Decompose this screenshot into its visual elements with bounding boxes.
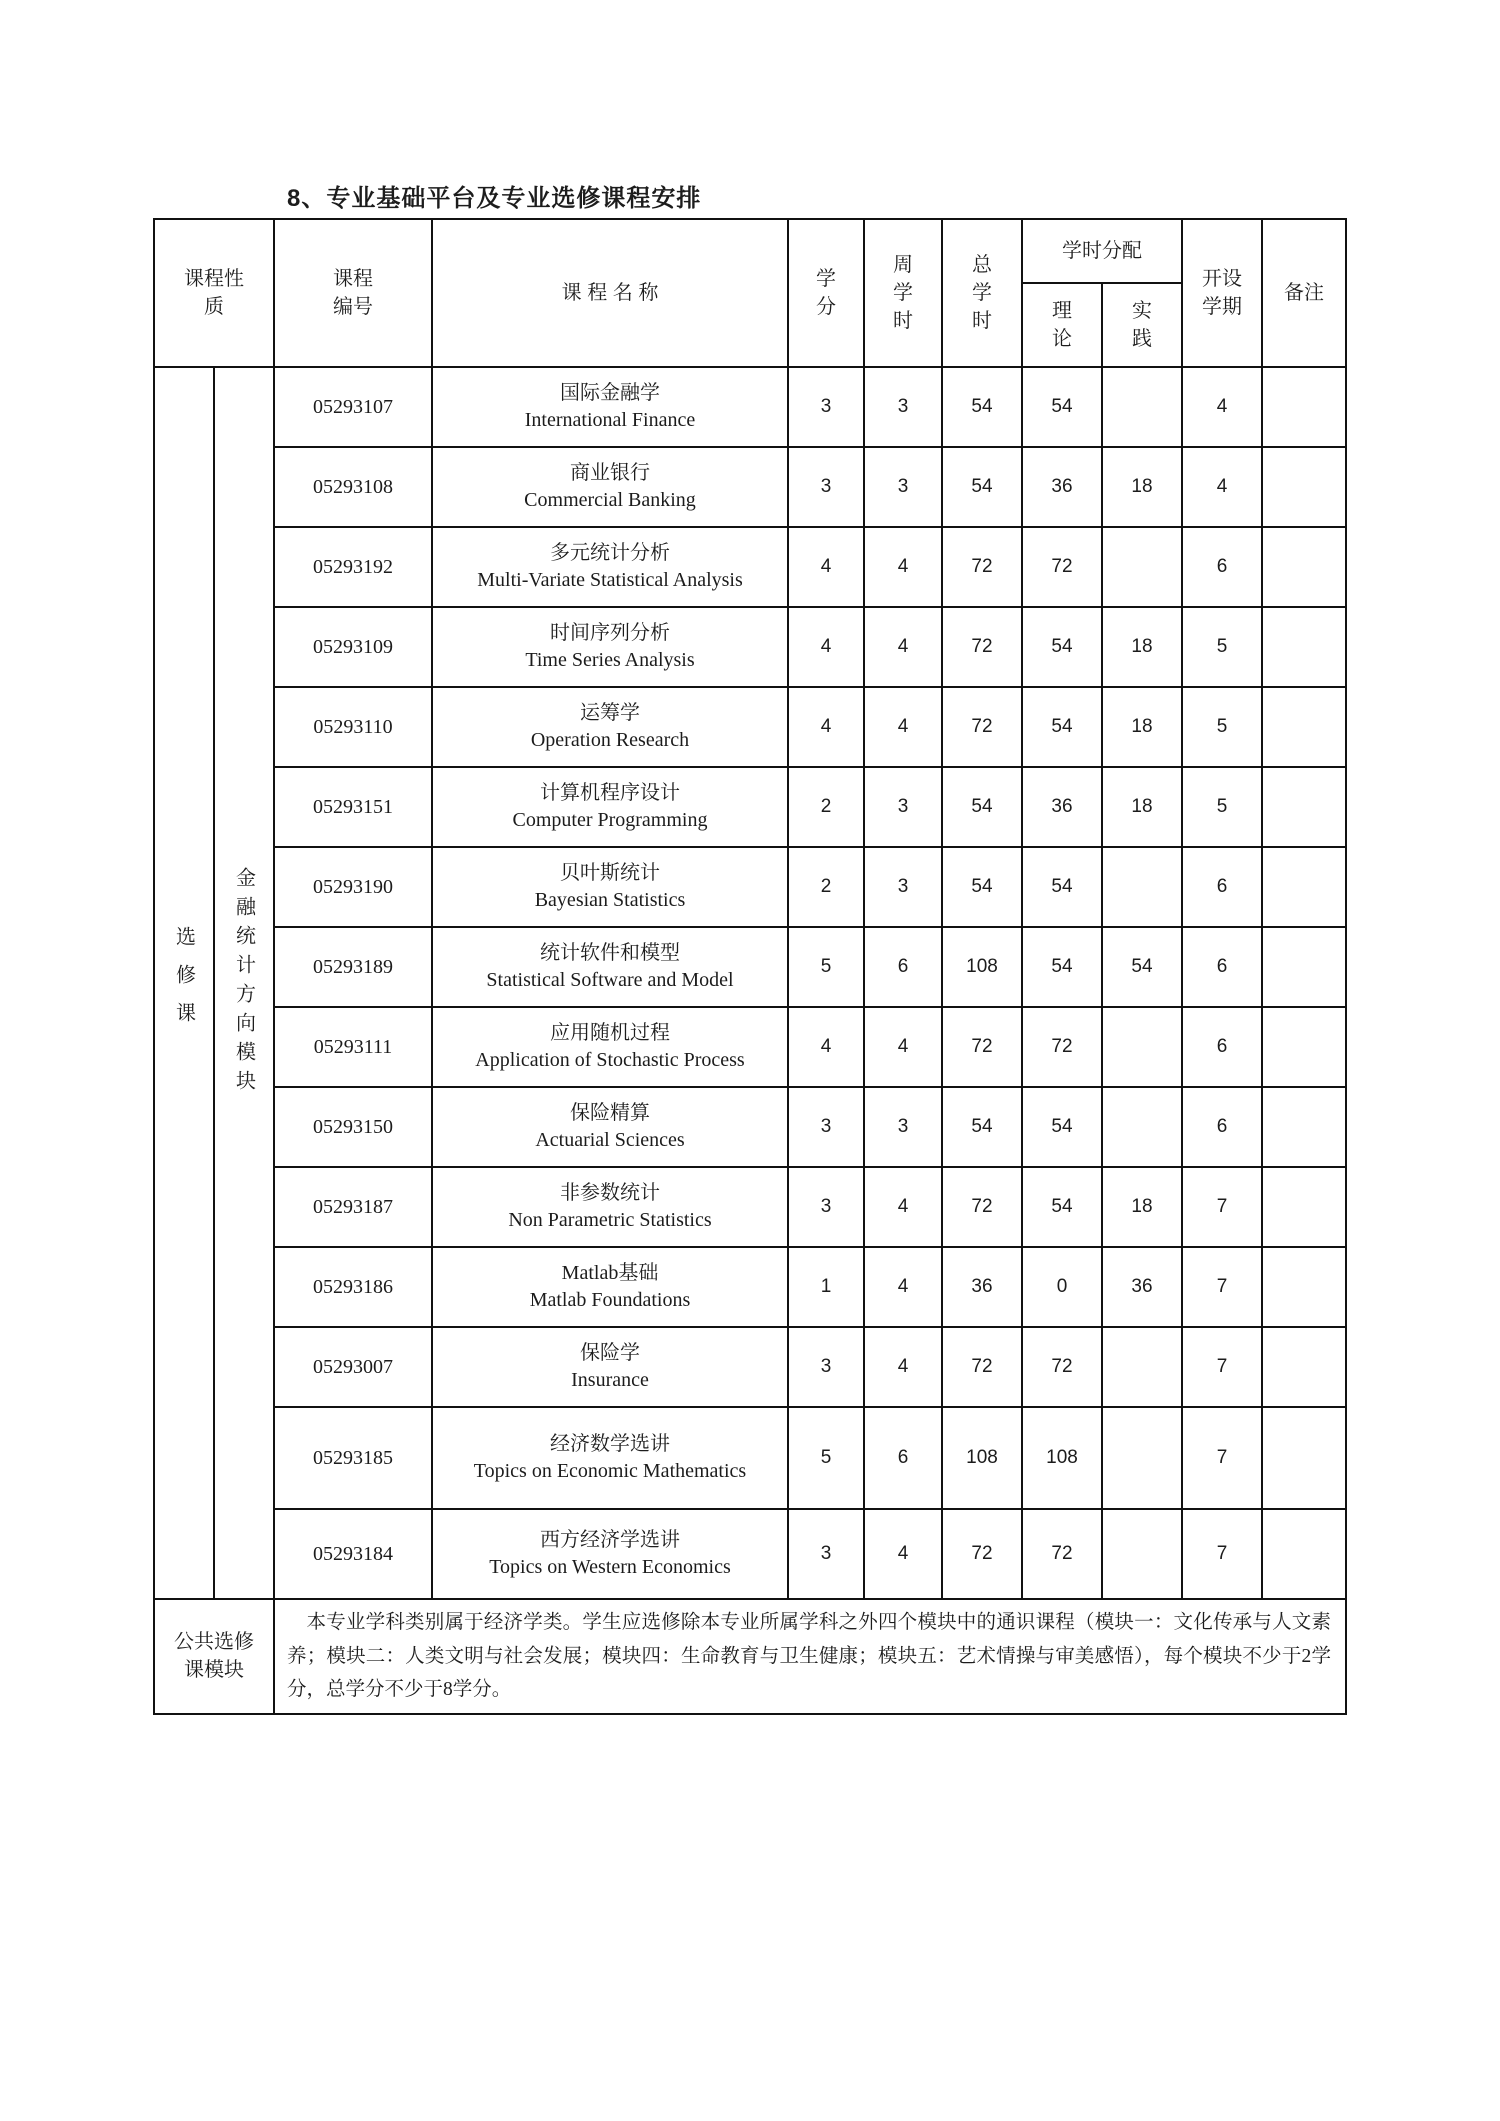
course-name-en: International Finance — [524, 409, 696, 431]
course-code-cell: 05293109 — [274, 607, 432, 687]
course-practice-hours-cell — [1102, 1509, 1182, 1599]
course-name-cell — [432, 1167, 788, 1247]
header-course-name-label: 课 程 名 称 — [561, 281, 659, 304]
course-total-hours-cell: 72 — [942, 527, 1022, 607]
course-code-cell: 05293189 — [274, 927, 432, 1007]
course-row — [154, 1247, 1346, 1327]
course-row — [154, 367, 1346, 447]
course-code-cell: 05293150 — [274, 1087, 432, 1167]
course-name-zh: 保险精算 — [570, 1102, 650, 1124]
course-name-zh: 贝叶斯统计 — [560, 862, 660, 884]
course-semester-cell: 4 — [1182, 447, 1262, 527]
course-semester-cell: 5 — [1182, 607, 1262, 687]
course-total-hours-cell: 54 — [942, 367, 1022, 447]
course-name-cell — [432, 1007, 788, 1087]
course-total-hours-cell: 54 — [942, 767, 1022, 847]
header-total-hours — [942, 219, 1022, 367]
course-semester-cell: 6 — [1182, 1087, 1262, 1167]
course-theory-hours-cell: 54 — [1022, 1087, 1102, 1167]
course-weekly-hours-cell: 3 — [864, 767, 942, 847]
course-weekly-hours-cell: 3 — [864, 847, 942, 927]
course-practice-hours-cell — [1102, 1407, 1182, 1509]
course-row — [154, 1327, 1346, 1407]
course-theory-hours-cell: 72 — [1022, 1327, 1102, 1407]
header-remarks — [1262, 219, 1346, 367]
course-semester-cell: 7 — [1182, 1327, 1262, 1407]
course-row — [154, 847, 1346, 927]
course-code-cell: 05293007 — [274, 1327, 432, 1407]
course-name-en: Topics on Economic Mathematics — [473, 1460, 747, 1482]
course-name-cell — [432, 527, 788, 607]
course-practice-hours-cell — [1102, 847, 1182, 927]
header-total-hours-label: 总学时 — [972, 254, 992, 332]
course-theory-hours-cell: 54 — [1022, 927, 1102, 1007]
course-name-zh: 多元统计分析 — [550, 542, 670, 564]
course-credits-cell: 5 — [788, 1407, 864, 1509]
course-weekly-hours-cell: 4 — [864, 1167, 942, 1247]
course-semester-cell: 7 — [1182, 1407, 1262, 1509]
course-row — [154, 1167, 1346, 1247]
table-header — [154, 219, 1346, 367]
course-total-hours-cell: 72 — [942, 1007, 1022, 1087]
course-row — [154, 527, 1346, 607]
course-theory-hours-cell: 72 — [1022, 527, 1102, 607]
course-weekly-hours-cell: 3 — [864, 447, 942, 527]
header-course-nature — [154, 219, 274, 367]
course-name-en: Time Series Analysis — [525, 649, 695, 671]
course-name-cell — [432, 1247, 788, 1327]
header-theory — [1022, 283, 1102, 367]
public-elective-row — [154, 1599, 1346, 1714]
course-code-cell: 05293108 — [274, 447, 432, 527]
course-practice-hours-cell — [1102, 1327, 1182, 1407]
course-row — [154, 1087, 1346, 1167]
course-credits-cell: 4 — [788, 687, 864, 767]
course-semester-cell: 6 — [1182, 847, 1262, 927]
course-weekly-hours-cell: 4 — [864, 1247, 942, 1327]
course-total-hours-cell: 54 — [942, 447, 1022, 527]
course-remarks-cell — [1262, 767, 1346, 847]
course-weekly-hours-cell: 4 — [864, 607, 942, 687]
course-remarks-cell — [1262, 1509, 1346, 1599]
header-practice-label: 实践 — [1132, 300, 1152, 350]
course-theory-hours-cell: 72 — [1022, 1007, 1102, 1087]
course-remarks-cell — [1262, 1327, 1346, 1407]
course-credits-cell: 4 — [788, 607, 864, 687]
course-practice-hours-cell: 18 — [1102, 1167, 1182, 1247]
course-row — [154, 927, 1346, 1007]
course-name-en: Application of Stochastic Process — [475, 1049, 745, 1071]
course-name-en: Statistical Software and Model — [486, 969, 734, 991]
course-name-zh: 保险学 — [580, 1342, 640, 1364]
course-total-hours-cell: 108 — [942, 1407, 1022, 1509]
course-credits-cell: 3 — [788, 1327, 864, 1407]
header-credits-label: 学分 — [816, 268, 836, 318]
course-name-zh: 统计软件和模型 — [540, 942, 680, 964]
header-semester — [1182, 219, 1262, 367]
course-total-hours-cell: 36 — [942, 1247, 1022, 1327]
course-remarks-cell — [1262, 1087, 1346, 1167]
course-practice-hours-cell — [1102, 527, 1182, 607]
course-row — [154, 1407, 1346, 1509]
course-semester-cell: 4 — [1182, 367, 1262, 447]
course-theory-hours-cell: 36 — [1022, 767, 1102, 847]
course-total-hours-cell: 72 — [942, 687, 1022, 767]
course-remarks-cell — [1262, 687, 1346, 767]
course-weekly-hours-cell: 4 — [864, 1007, 942, 1087]
course-name-en: Actuarial Sciences — [535, 1129, 685, 1151]
course-name-zh: 商业银行 — [570, 462, 650, 484]
course-remarks-cell — [1262, 527, 1346, 607]
public-elective-label — [154, 1599, 274, 1714]
course-remarks-cell — [1262, 847, 1346, 927]
header-course-name — [432, 219, 788, 367]
course-name-zh: 运筹学 — [580, 702, 640, 724]
course-row — [154, 447, 1346, 527]
course-weekly-hours-cell: 6 — [864, 927, 942, 1007]
course-remarks-cell — [1262, 447, 1346, 527]
header-remarks-label: 备注 — [1284, 281, 1324, 304]
course-credits-cell: 2 — [788, 767, 864, 847]
course-name-en: Insurance — [571, 1369, 649, 1391]
course-semester-cell: 5 — [1182, 687, 1262, 767]
course-semester-cell: 6 — [1182, 527, 1262, 607]
course-semester-cell: 6 — [1182, 927, 1262, 1007]
course-weekly-hours-cell: 4 — [864, 1327, 942, 1407]
header-course-nature-label: 课程性质 — [184, 268, 244, 318]
course-name-en: Bayesian Statistics — [534, 889, 686, 911]
course-code-cell: 05293187 — [274, 1167, 432, 1247]
course-code-cell: 05293110 — [274, 687, 432, 767]
course-theory-hours-cell: 72 — [1022, 1509, 1102, 1599]
table-body — [154, 367, 1346, 1599]
course-name-cell — [432, 847, 788, 927]
course-name-en: Commercial Banking — [524, 489, 696, 511]
header-hour-allocation — [1022, 219, 1182, 283]
course-practice-hours-cell: 36 — [1102, 1247, 1182, 1327]
course-name-cell — [432, 607, 788, 687]
course-practice-hours-cell: 18 — [1102, 767, 1182, 847]
course-practice-hours-cell — [1102, 1087, 1182, 1167]
course-theory-hours-cell: 108 — [1022, 1407, 1102, 1509]
course-code-cell: 05293111 — [274, 1007, 432, 1087]
course-theory-hours-cell: 54 — [1022, 607, 1102, 687]
page-title: 8、专业基础平台及专业选修课程安排 — [287, 185, 702, 212]
course-name-en: Topics on Western Economics — [489, 1556, 731, 1578]
course-name-cell — [432, 927, 788, 1007]
header-weekly-hours — [864, 219, 942, 367]
course-code-cell: 05293186 — [274, 1247, 432, 1327]
course-name-zh: 应用随机过程 — [550, 1022, 670, 1044]
course-credits-cell: 3 — [788, 1509, 864, 1599]
course-theory-hours-cell: 36 — [1022, 447, 1102, 527]
header-hour-allocation-label: 学时分配 — [1062, 239, 1142, 262]
course-weekly-hours-cell: 4 — [864, 687, 942, 767]
course-weekly-hours-cell: 4 — [864, 1509, 942, 1599]
header-credits — [788, 219, 864, 367]
course-credits-cell: 4 — [788, 527, 864, 607]
table-footer — [154, 1599, 1346, 1714]
row-group-module-label: 金融统计方向模块 — [214, 367, 274, 1599]
course-theory-hours-cell: 54 — [1022, 367, 1102, 447]
public-elective-label-text: 公共选修课模块 — [174, 1631, 254, 1682]
course-practice-hours-cell: 18 — [1102, 447, 1182, 527]
course-name-cell — [432, 767, 788, 847]
course-name-zh: Matlab基础 — [561, 1262, 659, 1284]
course-theory-hours-cell: 54 — [1022, 1167, 1102, 1247]
course-weekly-hours-cell: 6 — [864, 1407, 942, 1509]
course-name-en: Computer Programming — [512, 809, 708, 831]
course-total-hours-cell: 108 — [942, 927, 1022, 1007]
course-semester-cell: 7 — [1182, 1247, 1262, 1327]
course-theory-hours-cell: 54 — [1022, 847, 1102, 927]
course-name-cell — [432, 687, 788, 767]
course-weekly-hours-cell: 3 — [864, 367, 942, 447]
course-name-cell — [432, 1327, 788, 1407]
course-code-cell: 05293190 — [274, 847, 432, 927]
course-practice-hours-cell: 18 — [1102, 607, 1182, 687]
course-name-zh: 非参数统计 — [560, 1182, 660, 1204]
course-schedule-table — [153, 218, 1347, 1715]
course-code-cell: 05293192 — [274, 527, 432, 607]
course-row — [154, 687, 1346, 767]
course-name-en: Non Parametric Statistics — [508, 1209, 712, 1231]
course-row — [154, 1509, 1346, 1599]
course-semester-cell: 7 — [1182, 1509, 1262, 1599]
course-credits-cell: 5 — [788, 927, 864, 1007]
course-total-hours-cell: 54 — [942, 1087, 1022, 1167]
course-weekly-hours-cell: 3 — [864, 1087, 942, 1167]
course-remarks-cell — [1262, 927, 1346, 1007]
header-semester-label: 开设学期 — [1202, 268, 1242, 318]
course-code-cell: 05293184 — [274, 1509, 432, 1599]
course-weekly-hours-cell: 4 — [864, 527, 942, 607]
course-row — [154, 767, 1346, 847]
course-credits-cell: 3 — [788, 367, 864, 447]
course-name-cell — [432, 1087, 788, 1167]
course-practice-hours-cell — [1102, 367, 1182, 447]
course-code-cell: 05293151 — [274, 767, 432, 847]
course-remarks-cell — [1262, 1007, 1346, 1087]
course-remarks-cell — [1262, 1167, 1346, 1247]
course-credits-cell: 3 — [788, 1087, 864, 1167]
course-code-cell: 05293185 — [274, 1407, 432, 1509]
course-name-en: Operation Research — [530, 729, 690, 751]
course-theory-hours-cell: 54 — [1022, 687, 1102, 767]
course-credits-cell: 2 — [788, 847, 864, 927]
course-practice-hours-cell: 18 — [1102, 687, 1182, 767]
course-name-zh: 计算机程序设计 — [540, 782, 680, 804]
course-credits-cell: 4 — [788, 1007, 864, 1087]
course-total-hours-cell: 72 — [942, 1167, 1022, 1247]
course-remarks-cell — [1262, 1247, 1346, 1327]
course-practice-hours-cell: 54 — [1102, 927, 1182, 1007]
course-name-zh: 时间序列分析 — [550, 622, 670, 644]
course-name-zh: 经济数学选讲 — [550, 1433, 670, 1455]
course-name-zh: 国际金融学 — [560, 382, 660, 404]
public-elective-note: 本专业学科类别属于经济学类。学生应选修除本专业所属学科之外四个模块中的通识课程（模块一：文化传承与人文素养；模块二：人类文明与社会发展；模块四：生命教育与卫生健康；模块五：艺术情操与审美感悟），每个模块不少于2学分，总学分不少于8学分。 — [274, 1599, 1346, 1714]
course-row — [154, 607, 1346, 687]
row-group-nature-label: 选修课 — [154, 367, 214, 1599]
course-name-cell — [432, 1407, 788, 1509]
course-total-hours-cell: 54 — [942, 847, 1022, 927]
course-total-hours-cell: 72 — [942, 1509, 1022, 1599]
header-practice — [1102, 283, 1182, 367]
course-credits-cell: 3 — [788, 447, 864, 527]
course-semester-cell: 7 — [1182, 1167, 1262, 1247]
course-practice-hours-cell — [1102, 1007, 1182, 1087]
header-course-code — [274, 219, 432, 367]
course-total-hours-cell: 72 — [942, 1327, 1022, 1407]
header-theory-label: 理论 — [1052, 300, 1072, 350]
course-total-hours-cell: 72 — [942, 607, 1022, 687]
course-remarks-cell — [1262, 367, 1346, 447]
course-theory-hours-cell: 0 — [1022, 1247, 1102, 1327]
course-name-cell — [432, 447, 788, 527]
course-name-en: Multi-Variate Statistical Analysis — [477, 569, 743, 591]
course-semester-cell: 6 — [1182, 1007, 1262, 1087]
course-code-cell: 05293107 — [274, 367, 432, 447]
course-row — [154, 1007, 1346, 1087]
course-credits-cell: 1 — [788, 1247, 864, 1327]
course-name-zh: 西方经济学选讲 — [540, 1529, 680, 1551]
course-name-cell — [432, 1509, 788, 1599]
header-weekly-hours-label: 周学时 — [893, 254, 913, 332]
course-name-cell — [432, 367, 788, 447]
course-remarks-cell — [1262, 1407, 1346, 1509]
header-course-code-label: 课程编号 — [333, 268, 373, 318]
course-semester-cell: 5 — [1182, 767, 1262, 847]
course-name-en: Matlab Foundations — [529, 1289, 691, 1311]
course-credits-cell: 3 — [788, 1167, 864, 1247]
course-remarks-cell — [1262, 607, 1346, 687]
